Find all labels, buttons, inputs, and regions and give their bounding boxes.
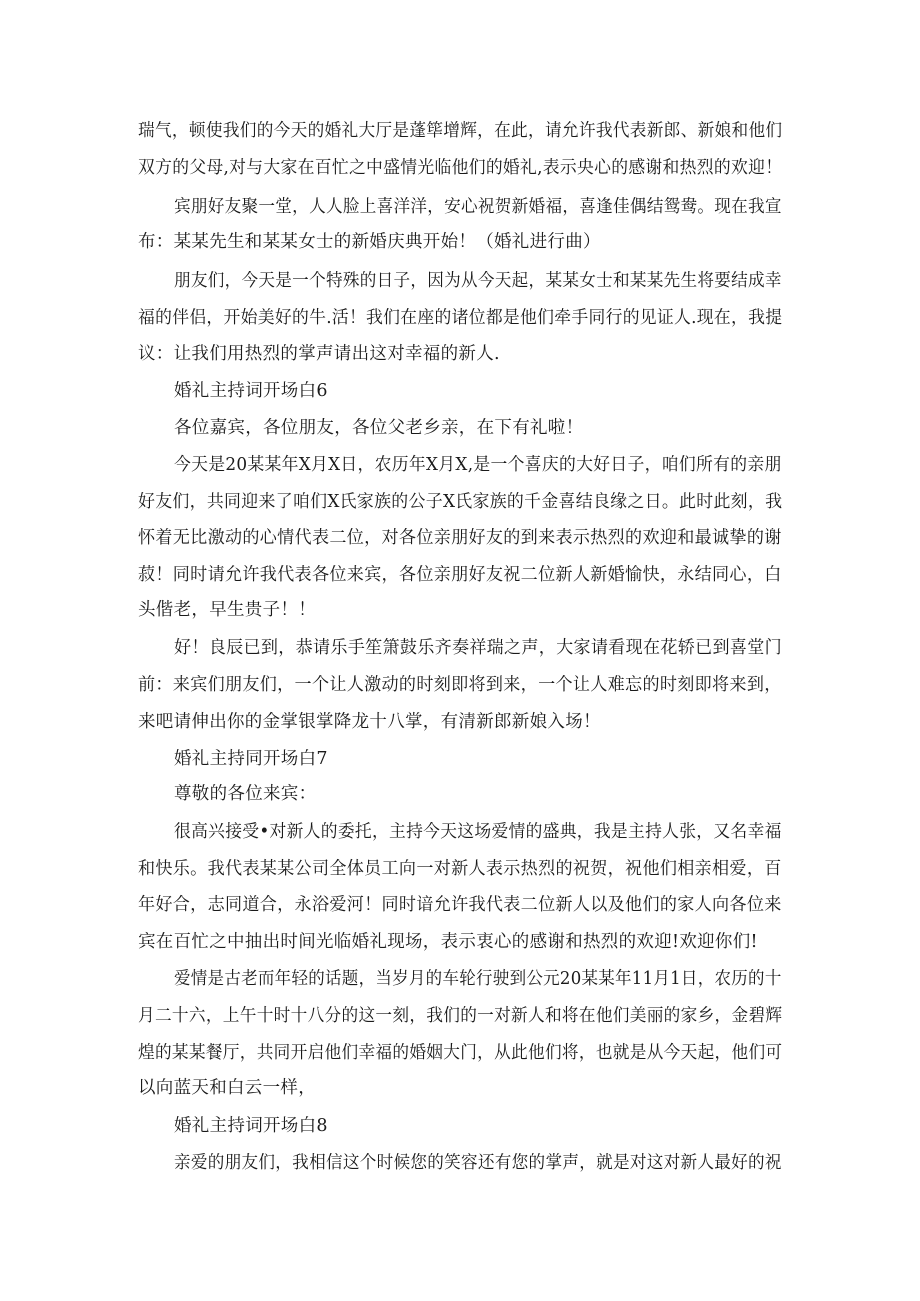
section-heading: 婚礼主持词开场白8 bbox=[174, 1116, 328, 1136]
text-line: 福的伴侣，开始美好的牛.活！我们在座的诸位都是他们牵手同行的见证人.现在，我提 bbox=[138, 308, 783, 328]
text-line: 和快乐。我代表某某公司全体员工向一对新人表示热烈的祝贺，祝他们相亲相爱，百 bbox=[138, 859, 782, 879]
text-line: 今天是20某某年X月X日，农历年X月X,是一个喜庆的大好日子，咱们所有的亲朋 bbox=[174, 455, 782, 475]
text-line: 怀着无比激动的心情代表二位，对各位亲朋好友的到来表示热烈的欢迎和最诚挚的谢 bbox=[138, 528, 782, 548]
section-heading: 婚礼主持同开场白7 bbox=[174, 749, 328, 769]
text-line: 各位嘉宾，各位朋友，各位父老乡亲，在下有礼啦！ bbox=[174, 418, 584, 438]
text-line: 前：来宾们朋友们，一个让人激动的时刻即将到来，一个让人难忘的时刻即将来到， bbox=[138, 675, 782, 695]
text-line: 年好合，志同道合，永浴爱河！同时谙允许我代表二位新人以及他们的家人向各位来 bbox=[138, 895, 782, 915]
text-line: 亲爱的朋友们，我相信这个时候您的笑容还有您的掌声，就是对这对新人最好的祝 bbox=[174, 1153, 782, 1173]
text-line: 双方的父母,对与大家在百忙之中盛情光临他们的婚礼,表示央心的感谢和热烈的欢迎！ bbox=[138, 158, 783, 178]
text-line: 尊敬的各位来宾： bbox=[174, 784, 317, 804]
text-line: 头偕老，早生贵子！！ bbox=[138, 600, 316, 620]
text-line: 煌的某某餐厅，共同开启他们幸福的婚姻大门，从此他们将，也就是从今天起，他们可 bbox=[138, 1043, 783, 1063]
text-line: 布：某某先生和某某女士的新婚庆典开始！（婚礼进行曲） bbox=[138, 232, 601, 252]
text-line: 爱情是古老而年轻的话题，当岁月的车轮行驶到公元20某某年11月1日，农历的十 bbox=[174, 969, 782, 989]
text-line: 好！良辰已到，恭请乐手笙箫鼓乐齐奏祥瑞之声，大家请看现在花轿已到喜堂门 bbox=[174, 638, 782, 658]
text-line: 宾朋好友聚一堂，人人脸上喜洋洋，安心祝贺新婚福，喜逢佳偶结鸳鸯。现在我宣 bbox=[174, 197, 782, 217]
text-line: 朋友们，今天是一个特殊的日子，因为从今天起，某某女士和某某先生将要结成幸 bbox=[174, 271, 782, 291]
text-line: 好友们，共同迎来了咱们X氏家族的公子X氏家族的千金喜结良缘之日。此时此刻，我 bbox=[138, 492, 783, 512]
text-line: 月二十六，上午十时十八分的这一刻，我们的一对新人和将在他们美丽的家乡，金碧辉 bbox=[138, 1006, 783, 1026]
text-line: 瑞气，顿使我们的今天的婚礼大厅是蓬筚增辉，在此，请允许我代表新郎、新娘和他们 bbox=[138, 121, 783, 141]
text-line: 议：让我们用热烈的掌声请出这对幸福的新人. bbox=[138, 344, 500, 364]
section-heading: 婚礼主持词开场白6 bbox=[174, 381, 328, 401]
text-line: 很高兴接受•对新人的委托，主持今天这场爱情的盛典，我是主持人张，又名幸福 bbox=[174, 822, 782, 842]
text-line: 菽！同时请允许我代表各位来宾，各位亲朋好友祝二位新人新婚愉快，永结同心，白 bbox=[138, 565, 782, 585]
text-line: 宾在百忙之中抽出时间光临婚礼现场，表示衷心的感谢和热烈的欢迎!欢迎你们! bbox=[138, 932, 758, 952]
text-line: 以向蓝天和白云一样， bbox=[138, 1078, 316, 1098]
text-line: 来吧请伸出你的金掌银掌降龙十八掌，有清新郎新娘入场！ bbox=[138, 712, 601, 732]
